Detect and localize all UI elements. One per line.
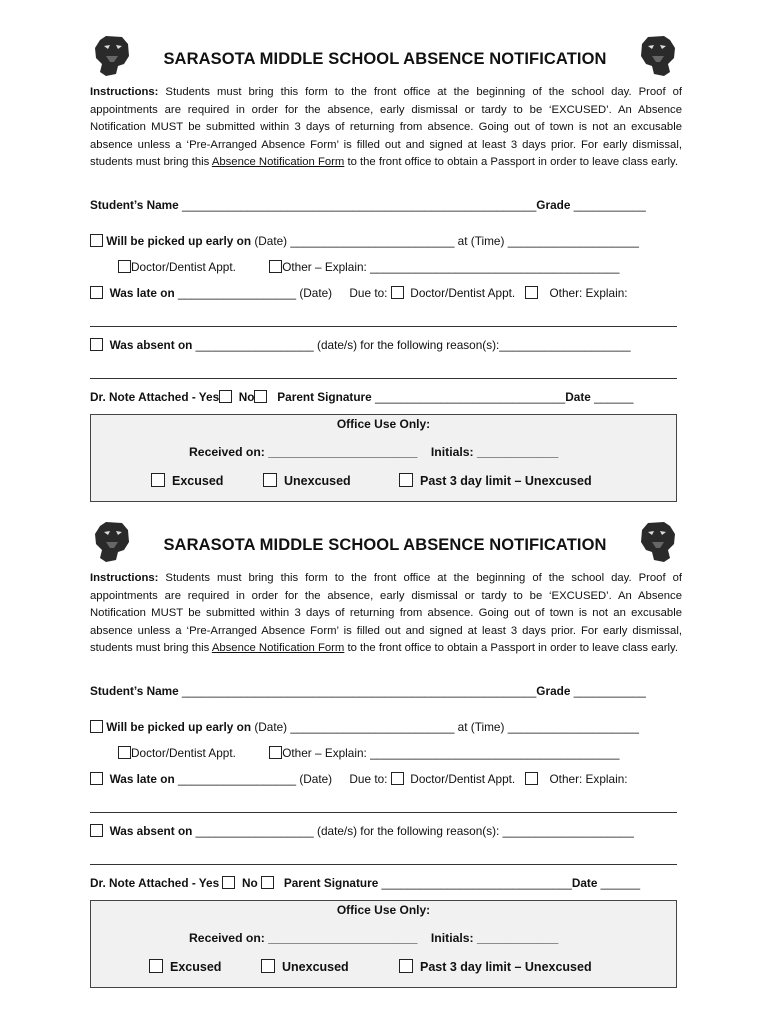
late-other-checkbox[interactable] bbox=[525, 772, 538, 785]
dr-note-row bbox=[90, 390, 633, 404]
other-explain-field[interactable]: Other – Explain: ______________________________________ bbox=[282, 260, 620, 274]
picked-up-label: Will be picked up early on bbox=[106, 720, 252, 734]
explain-line[interactable] bbox=[90, 812, 677, 813]
picked-up-row bbox=[90, 234, 639, 248]
excused-label: Excused bbox=[170, 960, 222, 974]
absence-form-2 bbox=[0, 508, 770, 1008]
grade-label: Grade bbox=[536, 198, 571, 212]
student-name-row bbox=[90, 198, 646, 212]
other-checkbox[interactable] bbox=[269, 746, 282, 759]
due-to-label: Due to: bbox=[349, 772, 388, 786]
no-label: No bbox=[242, 876, 258, 890]
grade-label: Grade bbox=[536, 684, 571, 698]
no-label: No bbox=[238, 390, 255, 404]
past-limit-checkbox[interactable] bbox=[399, 959, 413, 973]
excused-label: Excused bbox=[172, 474, 224, 488]
absent-label: Was absent on bbox=[109, 338, 193, 352]
doctor-appt-checkbox[interactable] bbox=[118, 746, 131, 759]
dr-note-label: Dr. Note Attached - Yes bbox=[90, 876, 220, 890]
late-row bbox=[90, 772, 628, 786]
instructions bbox=[90, 570, 682, 658]
student-name-field[interactable]: ______________________________________________________ bbox=[182, 684, 537, 698]
picked-up-date-time-field[interactable]: (Date) _________________________ at (Time) ____________________ bbox=[251, 720, 639, 734]
instructions-label: Instructions: bbox=[90, 86, 159, 98]
reason-line[interactable] bbox=[90, 378, 677, 379]
initials-field[interactable]: ____________ bbox=[473, 445, 559, 459]
excused-checkbox[interactable] bbox=[151, 473, 165, 487]
past-limit-checkbox[interactable] bbox=[399, 473, 413, 487]
absent-row bbox=[90, 824, 634, 838]
office-use-title: Office Use Only: bbox=[336, 417, 431, 431]
received-field[interactable]: ______________________ bbox=[264, 445, 418, 459]
student-name-label: Student’s Name bbox=[90, 684, 179, 698]
excused-option bbox=[149, 959, 221, 974]
absence-form-1 bbox=[0, 22, 770, 522]
dr-note-no-checkbox[interactable] bbox=[254, 390, 267, 403]
late-date-field[interactable]: __________________ (Date) bbox=[174, 286, 333, 300]
late-other-label: Other: Explain: bbox=[549, 772, 628, 786]
past-limit-option bbox=[399, 473, 592, 488]
late-row bbox=[90, 286, 628, 300]
date-field[interactable]: ______ bbox=[597, 876, 641, 890]
absent-label: Was absent on bbox=[109, 824, 193, 838]
unexcused-label: Unexcused bbox=[282, 960, 349, 974]
reason-line[interactable] bbox=[90, 864, 677, 865]
instructions bbox=[90, 84, 682, 172]
late-checkbox[interactable] bbox=[90, 772, 103, 785]
dr-note-yes-checkbox[interactable] bbox=[222, 876, 235, 889]
other-explain-field[interactable]: Other – Explain: ______________________________________ bbox=[282, 746, 620, 760]
pickup-reason-row bbox=[118, 260, 619, 274]
dr-note-label: Dr. Note Attached - Yes bbox=[90, 390, 220, 404]
late-doctor-label: Doctor/Dentist Appt. bbox=[410, 772, 516, 786]
unexcused-option bbox=[263, 473, 351, 488]
initials-label: Initials: bbox=[430, 445, 474, 459]
parent-signature-field[interactable]: _____________________________ bbox=[371, 390, 566, 404]
doctor-appt-label: Doctor/Dentist Appt. bbox=[131, 746, 236, 760]
unexcused-label: Unexcused bbox=[284, 474, 351, 488]
instructions-text-end: to the front office to obtain a Passport in order to leave class early. bbox=[344, 642, 678, 655]
late-label: Was late on bbox=[109, 772, 175, 786]
other-checkbox[interactable] bbox=[269, 260, 282, 273]
date-label: Date bbox=[565, 390, 591, 404]
late-doctor-checkbox[interactable] bbox=[391, 772, 404, 785]
received-label: Received on: bbox=[189, 931, 265, 945]
absence-form-link: Absence Notification Form bbox=[211, 642, 345, 655]
office-use-box bbox=[90, 900, 677, 988]
picked-up-row bbox=[90, 720, 639, 734]
absent-checkbox[interactable] bbox=[90, 338, 103, 351]
absence-form-link: Absence Notification Form bbox=[211, 156, 345, 169]
grade-field[interactable]: ___________ bbox=[573, 198, 646, 212]
past-limit-label: Past 3 day limit – Unexcused bbox=[420, 474, 592, 488]
absent-checkbox[interactable] bbox=[90, 824, 103, 837]
picked-up-checkbox[interactable] bbox=[90, 720, 103, 733]
date-field[interactable]: ______ bbox=[590, 390, 634, 404]
past-limit-label: Past 3 day limit – Unexcused bbox=[420, 960, 592, 974]
received-label: Received on: bbox=[189, 445, 265, 459]
office-use-title: Office Use Only: bbox=[336, 903, 431, 917]
initials-field[interactable]: ____________ bbox=[473, 931, 559, 945]
dr-note-no-checkbox[interactable] bbox=[261, 876, 274, 889]
received-row bbox=[189, 931, 558, 945]
student-name-row bbox=[90, 684, 646, 698]
past-limit-option bbox=[399, 959, 592, 974]
late-date-field[interactable]: __________________ (Date) bbox=[174, 772, 333, 786]
late-doctor-label: Doctor/Dentist Appt. bbox=[410, 286, 516, 300]
late-doctor-checkbox[interactable] bbox=[391, 286, 404, 299]
absent-row bbox=[90, 338, 631, 352]
instructions-label: Instructions: bbox=[90, 572, 159, 584]
unexcused-checkbox[interactable] bbox=[261, 959, 275, 973]
late-checkbox[interactable] bbox=[90, 286, 103, 299]
picked-up-checkbox[interactable] bbox=[90, 234, 103, 247]
late-other-label: Other: Explain: bbox=[549, 286, 628, 300]
late-other-checkbox[interactable] bbox=[525, 286, 538, 299]
doctor-appt-checkbox[interactable] bbox=[118, 260, 131, 273]
initials-label: Initials: bbox=[430, 931, 474, 945]
excused-checkbox[interactable] bbox=[149, 959, 163, 973]
parent-signature-label: Parent Signature bbox=[277, 390, 372, 404]
student-name-field[interactable]: ______________________________________________________ bbox=[182, 198, 537, 212]
office-use-box bbox=[90, 414, 677, 502]
form-title: SARASOTA MIDDLE SCHOOL ABSENCE NOTIFICATION bbox=[163, 50, 607, 68]
instructions-text: Students must bring this form to the front office at the beginning of the school day. Proof of appointments are required in order for the absence, early dismissal or tardy to be ‘EXCUSED’. An Absence Notification MUST be submitted within 3 days of returning from absence. Going out of town is not an excusable absence unless a ‘Pre-Arranged Absence Form’ is filled out and signed at least 3 days prior. For early dismissal, students must bring this bbox=[90, 86, 682, 169]
pickup-reason-row bbox=[118, 746, 619, 760]
dr-note-row bbox=[90, 876, 640, 890]
student-name-label: Student’s Name bbox=[90, 198, 179, 212]
form-title: SARASOTA MIDDLE SCHOOL ABSENCE NOTIFICATION bbox=[163, 536, 607, 554]
doctor-appt-label: Doctor/Dentist Appt. bbox=[131, 260, 236, 274]
instructions-text: Students must bring this form to the front office at the beginning of the school day. Proof of appointments are required in order for the absence, early dismissal or tardy to be ‘EXCUSED’. An Absence Notification MUST be submitted within 3 days of returning from absence. Going out of town is not an excusable absence unless a ‘Pre-Arranged Absence Form’ is filled out and signed at least 3 days prior. For early dismissal, students must bring this bbox=[90, 572, 682, 655]
received-field[interactable]: ______________________ bbox=[264, 931, 418, 945]
absent-date-field[interactable]: __________________ (date/s) for the following reason(s):____________________ bbox=[192, 338, 631, 352]
late-label: Was late on bbox=[109, 286, 175, 300]
unexcused-option bbox=[261, 959, 349, 974]
parent-signature-field[interactable]: _____________________________ bbox=[378, 876, 572, 890]
instructions-text-end: to the front office to obtain a Passport in order to leave class early. bbox=[344, 156, 678, 169]
parent-signature-label: Parent Signature bbox=[283, 876, 379, 890]
excused-option bbox=[151, 473, 223, 488]
absent-date-field[interactable]: __________________ (date/s) for the following reason(s): ____________________ bbox=[192, 824, 634, 838]
unexcused-checkbox[interactable] bbox=[263, 473, 277, 487]
picked-up-label: Will be picked up early on bbox=[106, 234, 252, 248]
explain-line[interactable] bbox=[90, 326, 677, 327]
received-row bbox=[189, 445, 558, 459]
dr-note-yes-checkbox[interactable] bbox=[219, 390, 232, 403]
picked-up-date-time-field[interactable]: (Date) _________________________ at (Time) ____________________ bbox=[251, 234, 639, 248]
date-label: Date bbox=[571, 876, 598, 890]
due-to-label: Due to: bbox=[349, 286, 388, 300]
grade-field[interactable]: ___________ bbox=[573, 684, 646, 698]
